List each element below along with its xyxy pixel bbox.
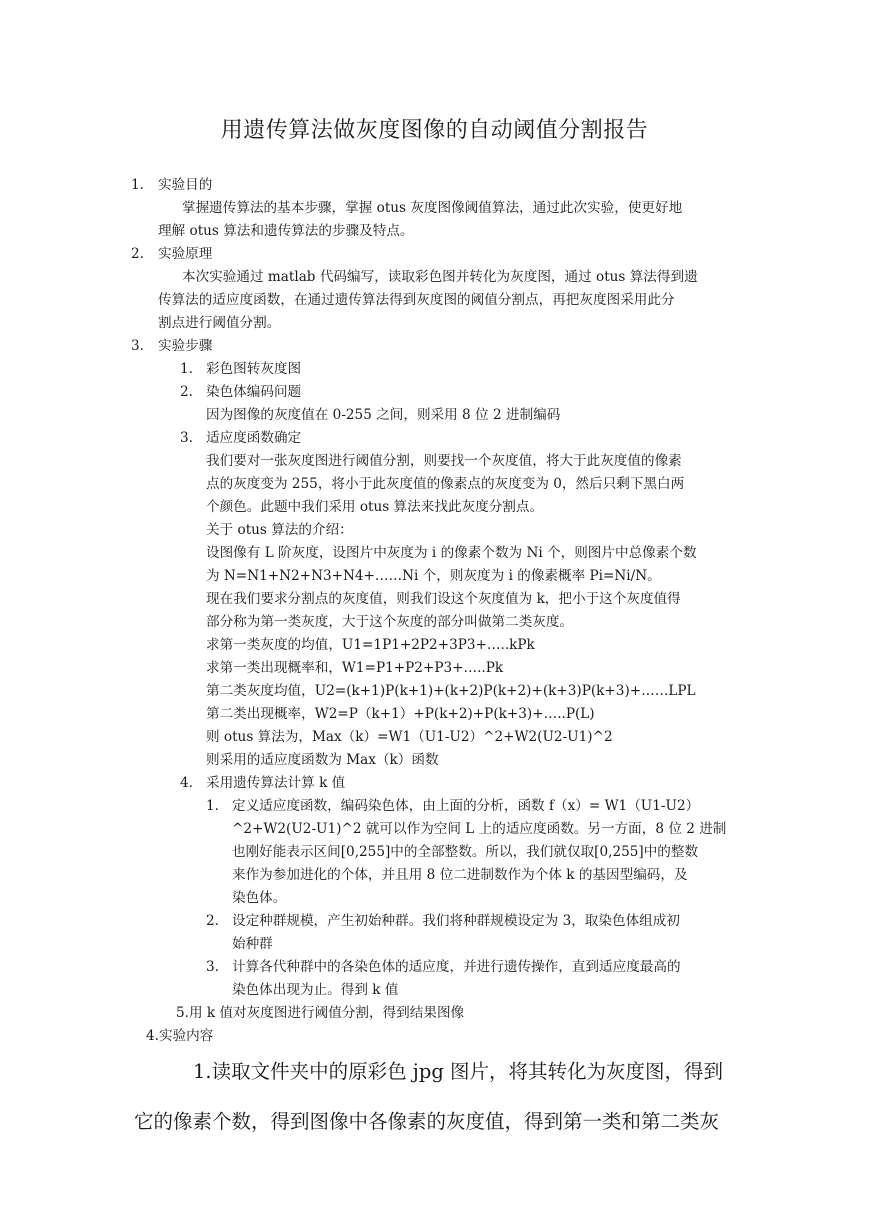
step-3-number: 3. [180,430,193,446]
step-3-line: 关于 otus 算法的介绍： [206,522,353,538]
section-1-line: 理解 otus 算法和遗传算法的步骤及特点。 [158,223,414,239]
section-1-line: 掌握遗传算法的基本步骤，掌握 otus 灰度图像阈值算法，通过此次实验，使更好地 [182,200,683,216]
step-5-text: 5.用 k 值对灰度图进行阈值分割，得到结果图像 [176,1005,465,1021]
step-3-line: 第二类出现概率，W2=P（k+1）+P(k+2)+P(k+3)+…..P(L) [206,706,595,722]
step-3-line: 为 N=N1+N2+N3+N4+……Ni 个，则灰度为 i 的像素概率 Pi=Ni/N。 [206,568,661,584]
section-4-heading: 4.实验内容 [146,1028,214,1044]
document-title: 用遗传算法做灰度图像的自动阈值分割报告 [220,118,649,143]
section-3-heading: 实验步骤 [158,338,213,354]
step-2-text: 染色体编码问题 [206,384,302,400]
section-2-number: 2. [131,246,144,262]
substep-2-line: 设定种群规模，产生初始种群。我们将种群规模设定为 3，取染色体组成初 [232,913,680,929]
section-1-number: 1. [131,177,144,193]
step-4-number: 4. [180,775,193,791]
substep-1-number: 1. [206,798,219,814]
substep-1-line: 定义适应度函数，编码染色体，由上面的分析，函数 f（x）= W1（U1-U2） [232,798,700,814]
step-4-text: 采用遗传算法计算 k 值 [206,775,346,791]
section-2-line: 割点进行阈值分割。 [158,315,281,331]
step-3-line: 则 otus 算法为，Max（k）=W1（U1-U2）^2+W2(U2-U1)^2 [206,729,613,745]
step-3-line: 点的灰度变为 255，将小于此灰度值的像素点的灰度变为 0，然后只剩下黑白两 [206,476,685,492]
substep-2-line: 始种群 [232,936,273,952]
step-1-number: 1. [180,361,193,377]
substep-1-line: 来作为参加进化的个体，并且用 8 位二进制数作为个体 k 的基因型编码，及 [232,867,688,883]
section-3-number: 3. [131,338,144,354]
section-4-paragraph-line: 1.读取文件夹中的原彩色 jpg 图片，将其转化为灰度图，得到 [193,1060,724,1083]
substep-1-line: 染色体。 [232,890,287,906]
step-3-line: 求第一类灰度的均值，U1=1P1+2P2+3P3+…..kPk [206,637,535,653]
step-2-line: 因为图像的灰度值在 0-255 之间，则采用 8 位 2 进制编码 [206,407,561,423]
section-2-line: 本次实验通过 matlab 代码编写，读取彩色图并转化为灰度图，通过 otus 算法得到遗 [182,269,698,285]
step-3-line: 我们要对一张灰度图进行阈值分割，则要找一个灰度值，将大于此灰度值的像素 [206,453,682,469]
substep-2-number: 2. [206,913,219,929]
substep-3-line: 计算各代种群中的各染色体的适应度，并进行遗传操作，直到适应度最高的 [232,959,681,975]
step-3-line: 部分称为第一类灰度，大于这个灰度的部分叫做第二类灰度。 [206,614,574,630]
step-3-line: 设图像有 L 阶灰度，设图片中灰度为 i 的像素个数为 Ni 个，则图片中总像素个数 [206,545,697,561]
substep-3-line: 染色体出现为止。得到 k 值 [232,982,399,998]
substep-3-number: 3. [206,959,219,975]
step-3-line: 第二类灰度均值，U2=(k+1)P(k+1)+(k+2)P(k+2)+(k+3)P(k+3)+……LPL [206,683,696,699]
section-4-paragraph-line: 它的像素个数，得到图像中各像素的灰度值，得到第一类和第二类灰 [134,1110,720,1133]
step-3-line: 则采用的适应度函数为 Max（k）函数 [206,752,439,768]
substep-1-line: 也刚好能表示区间[0,255]中的全部整数。所以，我们就仅取[0,255]中的整数 [232,844,699,860]
step-3-text: 适应度函数确定 [206,430,302,446]
substep-1-line: ^2+W2(U2-U1)^2 就可以作为空间 L 上的适应度函数。另一方面，8 位 2 进制 [232,821,727,837]
step-3-line: 个颜色。此题中我们采用 otus 算法来找此灰度分割点。 [206,499,544,515]
step-2-number: 2. [180,384,193,400]
section-1-heading: 实验目的 [158,177,213,193]
section-2-line: 传算法的适应度函数，在通过遗传算法得到灰度图的阈值分割点，再把灰度图采用此分 [158,292,675,308]
step-3-line: 求第一类出现概率和，W1=P1+P2+P3+…..Pk [206,660,504,676]
step-3-line: 现在我们要求分割点的灰度值，则我们设这个灰度值为 k，把小于这个灰度值得 [206,591,681,607]
section-2-heading: 实验原理 [158,246,213,262]
step-1-text: 彩色图转灰度图 [206,361,302,377]
